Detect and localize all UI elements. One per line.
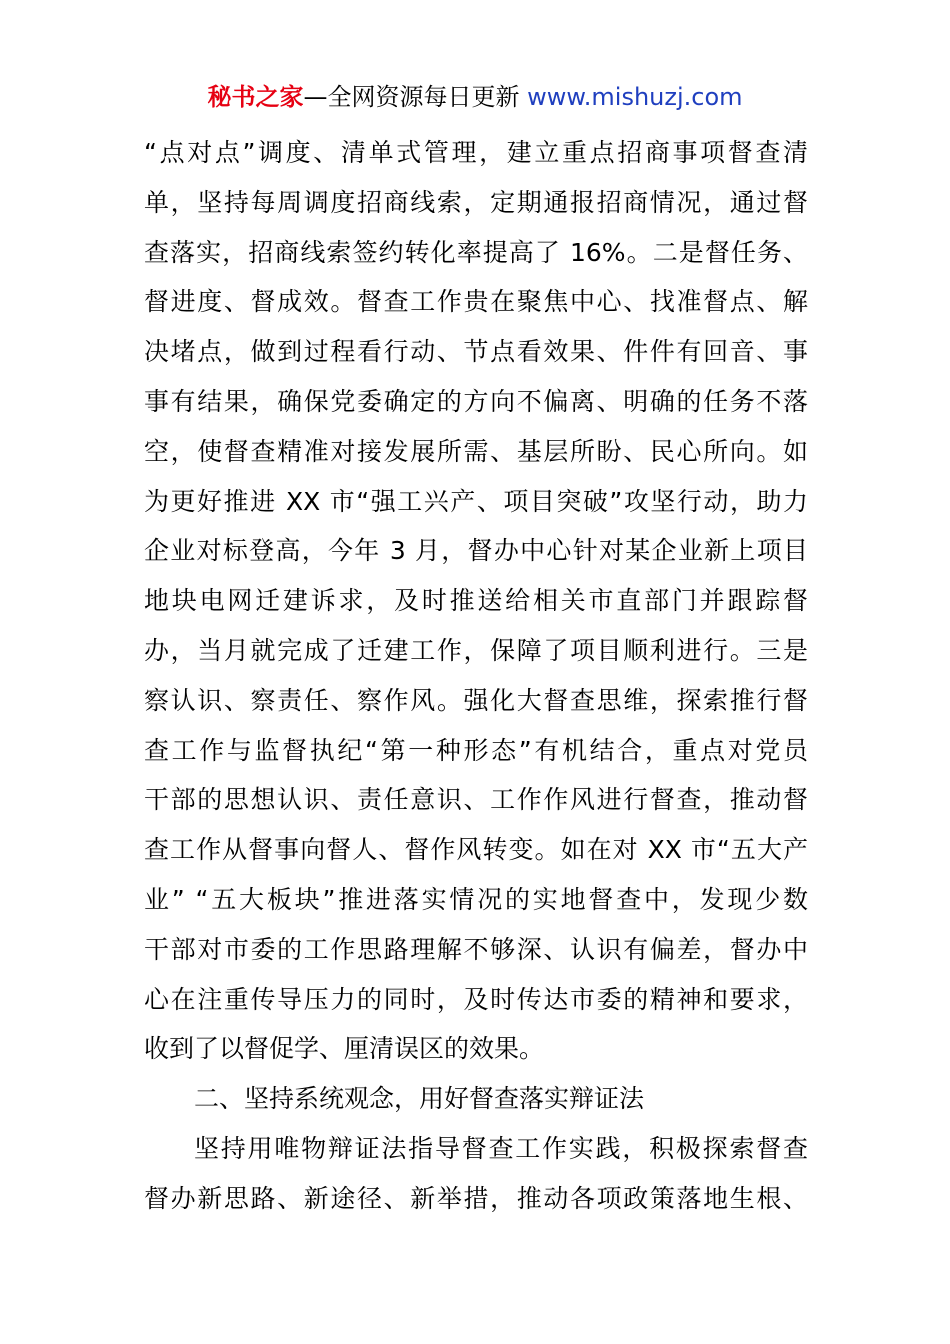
text-line: 查工作与监督执纪“第一种形态”有机结合，重点对党员 xyxy=(144,735,808,765)
text-line-paragraph-end: 收到了以督促学、厘清误区的效果。 xyxy=(144,1034,545,1064)
text-line: 单，坚持每周调度招商线索，定期通报招商情况，通过督 xyxy=(144,187,808,217)
text-line: 查落实，招商线索签约转化率提高了 16%。二是督任务、 xyxy=(144,237,808,267)
site-header xyxy=(0,80,950,114)
text-line: 空，使督查精准对接发展所需、基层所盼、民心所向。如 xyxy=(144,436,808,466)
text-line: 办，当月就完成了迁建工作，保障了项目顺利进行。三是 xyxy=(144,635,808,665)
site-url[interactable]: www.mishuzj.com xyxy=(527,83,743,111)
text-line: 事有结果，确保党委确定的方向不偏离、明确的任务不落 xyxy=(144,386,808,416)
section-heading: 二、坚持系统观念，用好督查落实辩证法 xyxy=(194,1084,645,1114)
text-line: 干部对市委的工作思路理解不够深、认识有偏差，督办中 xyxy=(144,934,808,964)
header-slogan: —全网资源每日更新 xyxy=(303,83,520,111)
brand-name: 秘书之家 xyxy=(207,83,304,111)
text-line: 决堵点，做到过程看行动、节点看效果、件件有回音、事 xyxy=(144,337,808,367)
text-line: 地块电网迁建诉求，及时推送给相关市直部门并跟踪督 xyxy=(144,586,808,616)
text-line: “点对点”调度、清单式管理，建立重点招商事项督查清 xyxy=(144,138,808,167)
text-line-paragraph-start: 坚持用唯物辩证法指导督查工作实践，积极探索督查 xyxy=(194,1133,808,1163)
text-line: 为更好推进 XX 市“强工兴产、项目突破”攻坚行动，助力 xyxy=(144,486,808,516)
text-line: 干部的思想认识、责任意识、工作作风进行督查，推动督 xyxy=(144,785,808,815)
text-line: 查工作从督事向督人、督作风转变。如在对 XX 市“五大产 xyxy=(144,835,808,865)
text-line: 察认识、察责任、察作风。强化大督查思维，探索推行督 xyxy=(144,685,808,715)
text-line: 心在注重传导压力的同时，及时传达市委的精神和要求， xyxy=(144,984,808,1014)
text-line: 督办新思路、新途径、新举措，推动各项政策落地生根、 xyxy=(144,1183,808,1213)
document-body xyxy=(144,128,808,1224)
text-line: 督进度、督成效。督查工作贵在聚焦中心、找准督点、解 xyxy=(144,287,808,317)
text-line: 企业对标登高，今年 3 月，督办中心针对某企业新上项目 xyxy=(144,536,808,566)
text-line: 业” “五大板块”推进落实情况的实地督查中，发现少数 xyxy=(144,884,808,914)
